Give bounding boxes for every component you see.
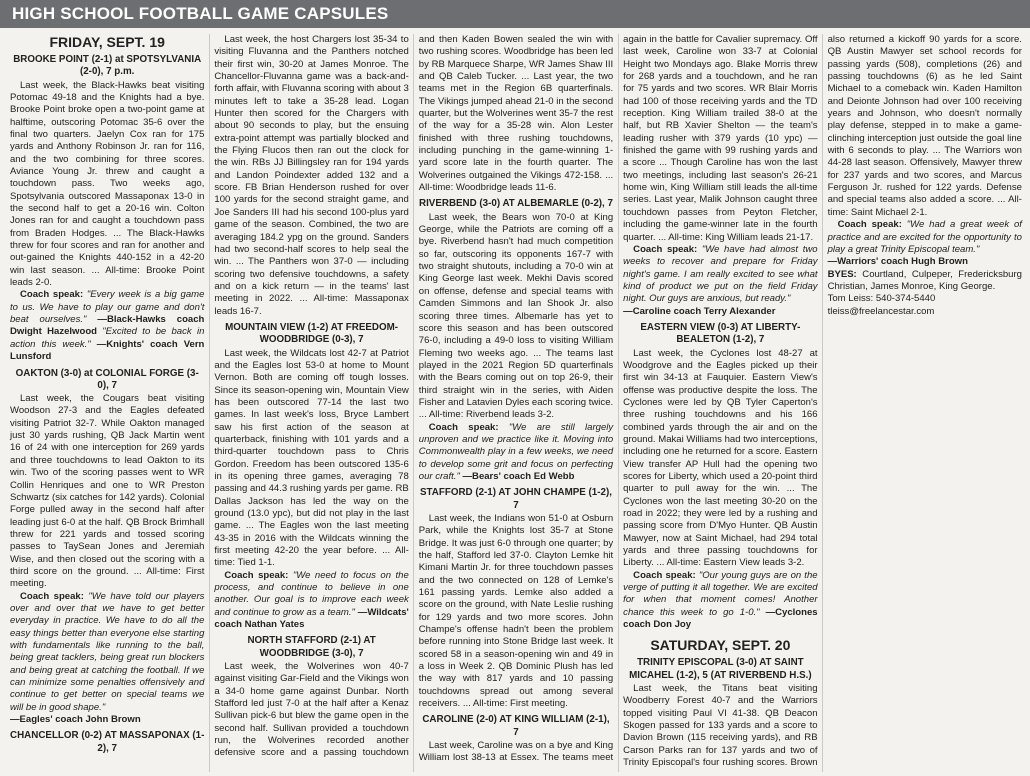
day-heading-saturday: SATURDAY, SEPT. 20 xyxy=(650,637,791,654)
coach-speak-label: Coach speak: xyxy=(20,289,84,301)
matchup-trinity-episcopal-saint-michael: TRINITY EPISCOPAL (3-0) AT SAINT MICAHEL (1-2), 5 (AT RIVERBEND H.S.) xyxy=(629,657,812,681)
matchup-riverbend-albemarle: RIVERBEND (3-0) AT ALBEMARLE (0-2), 7 xyxy=(419,198,613,210)
game-capsule-body: Last week, the Indians won 51-0 at Osburn Park, while the Knights lost 35-7 at Stone Bridge. It was just 6-0 through one quarter; by the half, Stafford led 37-0. Clayton Lemke hit Kimani Martin Jr. for three touchdown passes and the two connected on 128 of Lemke's 161 passing yards. Lemke also added a score on the ground, with Nate Leslie rushing for 129 yards and two more scores. John Champe's offense hadn't been the problem before running into Stone Bridge last week. It scored 58 in a season-opening win and 49 in a loss in Week 2. QB Dominic Plush has led the way with 817 yards and 10 passing touchdowns spread out among several receivers. ... All-time: First meeting. xyxy=(418,512,614,710)
game-capsule-body: Last week, the Cougars beat visiting Woodson 27-3 and the Eagles defeated visiting Patriot 32-7. While Oakton managed just 30 yards rushing, QB Jack Martin went 16 of 24 with one interception for 269 yards and three touchdowns to lead Oakton to its win. Two of the scoring passes went to WR Collin Henriques and one to WR Preston Schwartz (six catches for 142 yards). Colonial Forge pulled away in the second half after leading just 6-0 at the half. QB Brock Brimhall threw for 221 yards and tossed scoring passes to TaySean Jones and Jeremiah Wise, and then closed out the scoring with a third score on the ground. ... All-time: First meeting. xyxy=(10,393,205,590)
matchup-caroline-king-william: CAROLINE (2-0) AT KING WILLIAM (2-1), 7 xyxy=(422,714,610,738)
coach-speak xyxy=(623,244,817,306)
matchup-stafford-john-champe: STAFFORD (2-1) AT JOHN CHAMPE (1-2), 7 xyxy=(420,487,612,511)
byes-list xyxy=(828,269,1022,294)
matchup-eastern-view-liberty: EASTERN VIEW (0-3) AT LIBERTY-BEALETON (1-2), 7 xyxy=(640,321,801,346)
coach-attribution: —Caroline coach Terry Alexander xyxy=(623,305,776,317)
game-capsule-body: Last week, the Cyclones lost 48-27 at Woodgrove and the Eagles picked up their first win 34-13 at Fauquier. Eastern View's offense was productive despite the loss. The Cyclones were led by QB Tyler Caperton's three rushing touchdowns and his 166 combined yards through the air and on the ground. Makai Williams had two interceptions, including one he returned for a score. Eastern View transfer AP Hull had the opening two scores for Liberty, which used a 20-point third quarter to pull away for the win. ... The Cyclones won the last meeting 30-20 on the road in 2022; they were led by a rushing and passing score from D'Myo Hunter. QB Austin Mawyer, now at Saint Michael, had 294 total yards and three passing touchdowns for Liberty. ... All-time: Eastern View leads 3-2. xyxy=(623,347,818,569)
day-heading-friday: FRIDAY, SEPT. 19 xyxy=(49,34,165,50)
coach-quote: "We need to focus on the process, and continue to believe in one another. Our goal is to improve each week and continue to grow as a team." xyxy=(214,569,409,618)
byline-email[interactable]: tleiss@freelancestar.com xyxy=(827,305,935,317)
matchup-chancellor-massaponax: CHANCELLOR (0-2) AT MASSAPONAX (1-2), 7 xyxy=(10,730,205,754)
coach-speak xyxy=(419,422,613,484)
game-capsule-body: Last week, the Bears won 70-0 at King George, while the Patriots are coming off a bye. Riverbend hasn't had much competition so far, outscoring its opponents 167-7 with two straight shutouts, including a 70-0 win at King George last week. Mekhi Davis scored on offense, defense and special teams with Camden Simmons and Ian Shook Jr. also scoring three times. Albemarle has yet to score this season and has been outscored 76-0, including a 49-0 loss to visiting William Fleming two weeks ago. ... The teams last played in the 2021 Region 5D quarterfinals with the Bears coming out on top 26-9, their third straight win in the series, with Aiden Fisher and Latavien Dyles each scoring twice. ... All-time: Riverbend leads 3-2. xyxy=(418,211,614,421)
coach-attribution: —Bears' coach Ed Webb xyxy=(462,470,575,482)
coach-quote: "Every week is a big game to us. We have to play our game and don't beat ourselves." xyxy=(10,289,205,326)
coach-speak xyxy=(10,591,204,714)
coach-speak xyxy=(828,219,1022,256)
coach-attribution: —Black-Hawks coach Dwight Hazelwood xyxy=(10,314,205,338)
matchup-mountain-view-freedom: MOUNTAIN VIEW (1-2) AT FREEDOM-WOODBRIDGE (0-3), 7 xyxy=(225,321,399,346)
matchup-oakton-colonial-forge: OAKTON (3-0) at COLONIAL FORGE (3-0), 7 xyxy=(15,367,199,391)
coach-speak-label: Coach speak: xyxy=(428,421,499,433)
section-banner xyxy=(0,0,1030,28)
coach-attribution: —Cyclones coach Don Joy xyxy=(623,606,818,631)
coach-quote: "Excited to be back in action this week." xyxy=(10,326,205,350)
coach-speak xyxy=(10,289,204,363)
game-capsule-body: Last week, the Black-Hawks beat visiting Potomac 49-18 and the Knights had a bye. Brooke Point broke open a two-point game at halftime, outscoring Potomac 35-6 over the final two quarters. Jaelyn Cox ran for 175 yards and Anthony Robinson Jr. ran for 116, and the two combining for three scores. Aviance Young Jr. threw and caught a touchdown pass. Two weeks ago, Spotsylvania outscored Massaponax 13-0 in the second half to get a 20-16 win. Colton Jones ran for and caught a touchdown pass from Braden Hodges. ... The Black-Hawks threw for four scores and ran for another and out-gained the Knights 440-152 in a 42-20 win last season. ... All-time: Brooke Point leads 2-0. xyxy=(10,79,205,289)
coach-speak-label: Coach speak: xyxy=(633,569,696,581)
coach-attribution: —Warriors' coach Hugh Brown xyxy=(827,256,968,268)
coach-speak-label: Coach speak: xyxy=(633,243,698,255)
coach-speak-label: Coach speak: xyxy=(20,590,84,602)
coach-attribution: —Knights' coach Vern Lunsford xyxy=(10,338,205,363)
game-capsule-body: Last week, the Titans beat visiting Woodberry Forest 40-7 and the Warriors topped visiting Paul VI 41-38. QB Deacon Skogen passed for 133 yards and a score to Davion Brown (115 receiving yards), and RB Carson Parks ran for 137 yards and two of Trinity Episcopal's four rushing scores. Brown also returned a kickoff 90 yards for a score. QB Austin Mawyer set school records for passing yards (508), completions (26) and passing touchdowns (6) as he led Saint Michael to a comeback win. Kaden Hamilton and Deionte Johnson had over 100 receiving years and Johnson, who doesn't normally play defense, stepped in to make a game-clinching interception just outside the goal line with 6 seconds to play. ... The Warriors won 44-28 last season. Offensively, Mawyer threw for 237 yards and two scores, and Marcus Ferguson Jr. rushed for 122 yards. Defense and special teams also added a score. ... All-time: Saint Michael 2-1. xyxy=(623,34,1022,769)
banner-title: HIGH SCHOOL FOOTBALL GAME CAPSULES xyxy=(12,4,389,23)
matchup-brooke-point-spotsylvania: BROOKE POINT (2-1) at SPOTSYLVANIA (2-0), 7 p.m. xyxy=(13,54,202,78)
capsules-columns xyxy=(10,34,1022,772)
game-capsule-body: Last week, Caroline was on a bye and King William lost 38-13 at Essex. The teams meet again in the battle for Cavalier supremacy. Off last week, Caroline won 33-7 at Colonial Height two Mondays ago. Blake Morris threw for 268 yards and a touchdown, and he ran for 75 yards and two scores. WR Blair Morris had 100 of those receiving yards and the TD reception. King William trailed 38-0 at the half, but RB Xavier Shelton — the team's leading rusher with 379 yards (10 ypc) — finished the game with 99 rushing yards and a score ... Though Caroline has won the last two meetings, including last season's 26-21 home win, King William still leads the all-time series. Last year, Malik Johnson caught three touchdown passes from Peyton Fletcher, including the game-winner late in the fourth quarter. ... All-time: King William leads 21-17. xyxy=(418,34,818,764)
coach-quote: "We had a great week of practice and are excited for the opportunity to play a great Trinity Episcopal team." xyxy=(827,219,1022,255)
coach-quote: "We have told our players over and over that we have to get better everyday in practice. We have to do all the easy things better than everyone else starting with fundamentals like running to the ball, being great tacklers, being great run blockers and being great at catching the football. If we can minimize some penalties offensively and continue to get better on special teams we will be in good shape." xyxy=(10,590,205,713)
byes-label: BYES: xyxy=(827,268,857,280)
coach-quote: "We are still largely unproven and we practice like it. Moving into Commonwealth play in a few weeks, we need to develop some grit and focus on perfecting our craft." xyxy=(418,421,614,482)
coach-attribution: —Eagles' coach John Brown xyxy=(10,714,141,726)
coach-speak xyxy=(214,570,408,632)
coach-speak-label: Coach speak: xyxy=(224,569,289,581)
coach-speak xyxy=(623,570,817,632)
game-capsule-body: Last week, the Wildcats lost 42-7 at Patriot and the Eagles lost 53-0 at home to Mount Vernon. Both are coming off tough losses. Since its season-opening win, Mountain View has been outscored 77-14 the last two games. In last week's loss, Bryce Lambert saw his first action of the season at quarterback, finishing with 101 yards and a third-quarter touchdown pass to Chris Gordon. Freedom has been outscored 135-6 in its opening three games, averaging 78 passing and 44.3 rushing yards per game. RB Dallas Jackson has led the way on the ground (13.0 ypc), but did not play in the last game. ... The Eagles won the last meeting 43-35 in 2016 with the Wildcats winning the first meeting 42-20 the year before. ... All-time: Tied 1-1. xyxy=(214,347,409,569)
byline-name-phone: Tom Leiss: 540-374-5440 xyxy=(827,293,936,305)
byes-teams: Courtland, Culpeper, Fredericksburg Christian, James Monroe, King George. xyxy=(827,268,1022,292)
coach-quote: "Our young guys are on the verge of putting it all together. We are excited for when that moment comes! Another chance this week to go 1-0." xyxy=(623,569,818,618)
coach-speak-label: Coach speak: xyxy=(837,219,902,231)
byline xyxy=(828,293,1022,318)
game-capsule-body: Last week, the host Chargers lost 35-34 to visiting Fluvanna and the Panthers notched their first win, 30-20 at James Monroe. The Chancellor-Fluvanna game was a back-and-forth affair, with Fluvanna scoring with about 3 minutes left to take a 35-28 lead. Logan Hunter then scored for the Chargers with about 90 seconds to play, but the ensuing extra-point attempt was partially blocked and the Flying Flucos then ran out the clock for the win. RBs JJ Billingsley ran for 194 yards and Landon Poindexter added 132 and a score. FB Brian Henderson rushed for over 100 yards for the second straight game, and Joe Sanders III had his second 100-plus yard game of the season. Combined, the two are averaging 184.2 ypg on the ground. Sanders had two second-half scores to help seal the win. ... The Panthers won 37-0 — including scoring two defensive touchdowns, a safety and on a kick return — in the teams' last meeting in 2022. ... All-time: Massaponax leads 16-7. xyxy=(214,34,409,317)
game-capsule-body: Last week, the Wolverines won 40-7 against visiting Gar-Field and the Vikings won a 34-0 home game against Dunbar. North Stafford led just 7-0 at the half after a Kenaz Sullivan pick-6 but blew the game open in the second half. Sullivan provided a touchdown run, the Wolverines recorded another defensive score and a passing touchdown and then Kaden Bowen sealed the win with two rushing scores. Woodbridge has been led by RB Marquece Sharpe, WR James Shaw III and QB Caleb Tucker. ... Last year, the two teams met in the Region 6B quarterfinals. The Vikings jumped ahead 21-0 in the second quarter, but the Wolverines went 35-7 the rest of the way for a 35-28 win. Alon Lester finished with three rushing touchdowns, including punching in the game-winning 1-yard score late in the fourth quarter. The Wolverines outgained the Vikings 472-158. ... All-time: Woodbridge leads 11-6. xyxy=(214,34,614,759)
coach-attribution: —Wildcats' coach Nathan Yates xyxy=(214,606,409,631)
coach-quote: "We have had almost two weeks to recover and prepare for Friday night's game. I am really excited to see what kind of product we put on the field Friday night. Our guys are anxious, but ready." xyxy=(623,243,818,305)
matchup-north-stafford-woodbridge: NORTH STAFFORD (2-1) AT WOODBRIDGE (3-0), 7 xyxy=(247,635,376,659)
